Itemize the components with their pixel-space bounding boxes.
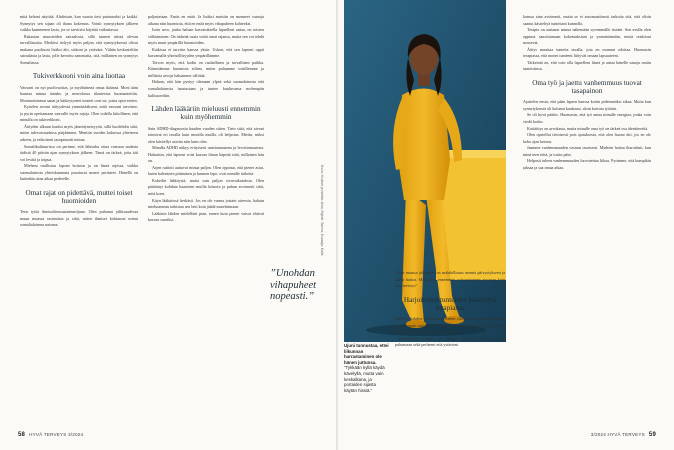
body-paragraph: Terapia on auttanut minua näkemään syvemmälle itseäni. Sen avulla olen oppinut sanoittamaan kokemuksiani ja ymmärtämään, mistä reaktioni nousevat. bbox=[523, 27, 651, 46]
photo-credit-text: Kuva: Hiukset ja meikki: Aino; Stylisti: Sanna; Kuvaaja: Kalle bbox=[320, 165, 324, 256]
body-paragraph: Kaikissa ei tarvitse kanssa yksin. Uskon, että sen lapseni oppii kasvamalla yhteisöllisyyden ympärillämme. bbox=[148, 46, 264, 59]
body-paragraph: Se oli hyvä päätös. Huomasin, että työ antaa minulle energiaa, jonka voin viedä kotiin. bbox=[523, 112, 651, 124]
body-paragraph: Äitiys muuttaa tunteita tavalla, jota en osannut odottaa. Huomasin terapiassa, että monet tunteeni liittyvät omaan lapsuuteeni. bbox=[523, 46, 651, 59]
body-paragraph: Teen työtä ihmisoikeusasiantuntijana. Olen puhunut julkisuudessa muun muassa rasismista ja siitä, miten ihmiset kohtaavat minut somalialaisena naisena. bbox=[20, 209, 138, 228]
body-paragraph: Mieheni osallistuu lapsen hoitoon ja on läsnä arjessa, vaikka suomalaisesta yhteiskunnasta puuttuvat monet perinteet. Hänellä on kuitenkin aina aikaa perheelle. bbox=[20, 163, 138, 182]
body-paragraph: Äitiyden alkuun kuului myös jännittyneisyyttä, sillä huolehdin siitä, miten tulevaisuudessa pärjäämme. Mentiin vuoden kuluessa yhteiseen arkeen, ja esikoiseni tasapainotti minua. bbox=[20, 123, 138, 142]
subheading: Tukiverkkooni voin aina luottaa bbox=[32, 72, 126, 81]
pull-quote: ”Unohdan vihapuheet nopeasti.” bbox=[270, 268, 317, 302]
folio-right bbox=[591, 432, 656, 438]
subheading: Harjoittelen tunteiden käsittelyä terapiassa bbox=[403, 295, 497, 312]
body-paragraph: Toivon myös, että kodin on rauhallinen ja turvallinen paikka. Kiinnitämme huomiota siihen, miten puhumme toisillemme ja millaisia arvoja haluamme välittää. bbox=[148, 59, 264, 78]
body-paragraph: Rakastan muusteiden sairaalosta, sillä tunnen niissä olevan turvallisuutta. Merkitsi itelyyti myös paljon, että synnytyksessä olivat mukana puolisoni lisäksi äiti, siskoni ja ystäväni. Vähän keskusteltiin sairaalasta ja lasta, jolle kerrottu sanomatta, sitä, millainen on synnytys Somaliassa. bbox=[20, 33, 138, 65]
caption-text: ”Tykkään kyllä käydä kävelyllä, mutta vain keskalkana, ja portaiden sijasta käytän hissiä.” bbox=[344, 365, 385, 393]
subheading: Oma työ ja jaettu vanhemmuus tuovat tasapainon bbox=[532, 78, 642, 96]
right-column-2 bbox=[523, 14, 651, 428]
body-paragraph: Minulla ADHD näkyy erityisesti unettomuutena ja levottomuutena. Haluaisin, että lapseni voisi kasvaa ilman häpeää siitä, millainen hän on. bbox=[148, 145, 264, 164]
magazine-issue: HYVÄ TERVEYS 3/2024 bbox=[29, 432, 84, 437]
body-paragraph: Käyn lääkärissä herkästi. Jos en ole varma jostain oireesta, haluan mieluummin tarkistaa sen heti kuin jäädä murehtimaan. bbox=[148, 197, 264, 210]
right-column-1 bbox=[395, 270, 505, 420]
body-paragraph: Jaamme vanhemmuuden vastuut tasaisesti. Mieheni hoitaa iltarutiinit, kun minä teen töitä, ja toisin päin. bbox=[523, 145, 651, 157]
folio-left bbox=[18, 432, 83, 438]
body-paragraph: Olen opetellut tietoisesti pois ajatuksesta, että olen huono äiti, jos en ole koko ajan kotona. bbox=[523, 132, 651, 144]
body-paragraph: Kotiäitiys on arvokasta, mutta minulle oma työ on tärkeä osa identiteettiä. bbox=[527, 125, 649, 131]
body-paragraph: Tässä maassa jokainella on mahdollisuus mennä päivystykseen ja saada hoitoa. Mikä olisi ennemmin vaivaantuneen arvostaa kuin oma terveys? bbox=[395, 270, 505, 289]
body-paragraph: Lääkärin lähden mielelläni pian, ennen kuin pienet vaivat ehtivät kasvaa suuriksi. bbox=[148, 210, 264, 223]
body-paragraph: Kasvoin kahden kulttuurin ja kielen välissä, eikä lapsena oppinut sanoittamaan tunteitani suomeksi eikä somaliksi. Pitkään ajattelin lapsellisesti, että tunteet kuuluu piilottaa. bbox=[395, 316, 505, 335]
photo-credit bbox=[318, 165, 324, 305]
body-paragraph: Haluan, että hän pystyy olemaan ylpeä sekä suomalaisesta että somalialaisesta taustastaan ja tuntee kuuluvansa molempiin kulttuureihin. bbox=[148, 79, 264, 98]
body-paragraph: Puhuminen itsestäni on minulle helppoa. Olen pystynyt puhumaan sekä perheeni että ystävieni bbox=[395, 335, 505, 348]
left-column-1 bbox=[20, 14, 138, 428]
body-paragraph: Ajattelen ensin, että pään lapsen kanssa kotiin pidemmäksi aikaa. Mutta kun synnytyksestä oli kulunut kuukausi, aloin kaivata työtäni. bbox=[523, 99, 651, 111]
left-column-2 bbox=[148, 14, 264, 428]
right-page bbox=[337, 0, 674, 450]
body-paragraph: Arjen rutiinit auttavat minua paljon. Olen oppinut, että pienet asiat, kuten kalenterin pitäminen ja kunnon lepo, ovat minulle tärkeitä. bbox=[148, 164, 264, 177]
magazine-issue: 3/2024 HYVÄ TERVEYS bbox=[590, 432, 645, 437]
body-paragraph: Kokeilin lääkitystä, mutta sain paljon sivuvaikutuksia. Olen päättänyt kohdata haasteeni muilla keinoin ja puhun avoimesti siitä, mitä koen. bbox=[148, 177, 264, 196]
subheading: Lähden lääkäriin mieluusti ennemmin kuin myöhemmin bbox=[151, 105, 261, 122]
page-number: 59 bbox=[648, 432, 656, 438]
body-paragraph: Isoin arvo, jonka haluan kasvatuksella lapselleni antaa, on toisten välittäminen. On tärkeää osata vetää omat rajansa, mutta sen voi tehdä myös muut ympärillä huomioiden. bbox=[148, 27, 264, 46]
body-paragraph: Vauvani on nyt puolivuotias, ja myöhäisenä omaa ikäänsä. Moni ääni haastaa minua tänään, ja neuvolassa tilanteesta huomautettiin. Moninaisimmat sanat ja kätkeytyneet tunteet ovat ne, joista opin eniten. bbox=[20, 84, 138, 103]
body-paragraph: Sain ADHD-diagnoosin kuuden vuoden sitten. Tieto siitä, että aivoni toimivat eri tavalla kuin monilla muilla, oli helpotus. Mietin, miksi olen käsitellyt asioita niin kuin olen. bbox=[148, 125, 264, 144]
caption-lead: Ujuni tunnustaa, ettei liikunnan harrastaminen ole hänen juttunsa. bbox=[344, 343, 389, 365]
body-paragraph: mitä kehoni näyttää. Ahdistuin, kun vaasin tiesi paimaraksi ja kaikki. Synnytys sen sijaan oli ihana kokemus. Vointi synnytyksen jälkeen vaikka kummenen lasta, jos se tarvitsisi käyttää vaikuttavaa. bbox=[20, 14, 138, 33]
page-number: 58 bbox=[18, 432, 26, 438]
body-paragraph: Helposti tuleen vanhemmuuden luovutettua liikaa. Pyrimme, että kumpikin jaksaa ja saa omaa aikaa. bbox=[523, 158, 651, 170]
body-paragraph: Tärkeintä on, että voin olla lapselleni läsnä ja antaa hänelle sanoja omiin tunteisiinsa. bbox=[523, 59, 651, 72]
body-paragraph: Somalikulttuurissa on perinne, että lähisuku ottaa vastuun uudesta äidistä 40 päivän ajan synnytyksen jälkeen. Tämä on tärkeä, jotta äiti voi levätä ja toipua. bbox=[20, 143, 138, 162]
subheading: Omat rajat on pidettävä, muttei toiset huomioiden bbox=[25, 188, 133, 205]
body-paragraph: paljastetaan. Emäs en enää. Ja lisäksi muistin on menneet vaaroja aikana niin huomiota, että en enää myös vihapuheen kohteeksi. bbox=[148, 14, 264, 26]
body-paragraph: Kyttelen arvoni äitiyydessä ymmärtääkseni, mitä vauvani tarvitsee, ja pyrin opettamaan vauvalle myös rajoja. Olen todella kiitollinen, että minulla on tukiverkkoni. bbox=[20, 104, 138, 123]
body-paragraph: kanssa aina avoimesti, mutta se ei automaattisesti tarkoita sitä, että olisin saanut käsiteltyä tunteitani kunnolla. bbox=[523, 14, 651, 26]
